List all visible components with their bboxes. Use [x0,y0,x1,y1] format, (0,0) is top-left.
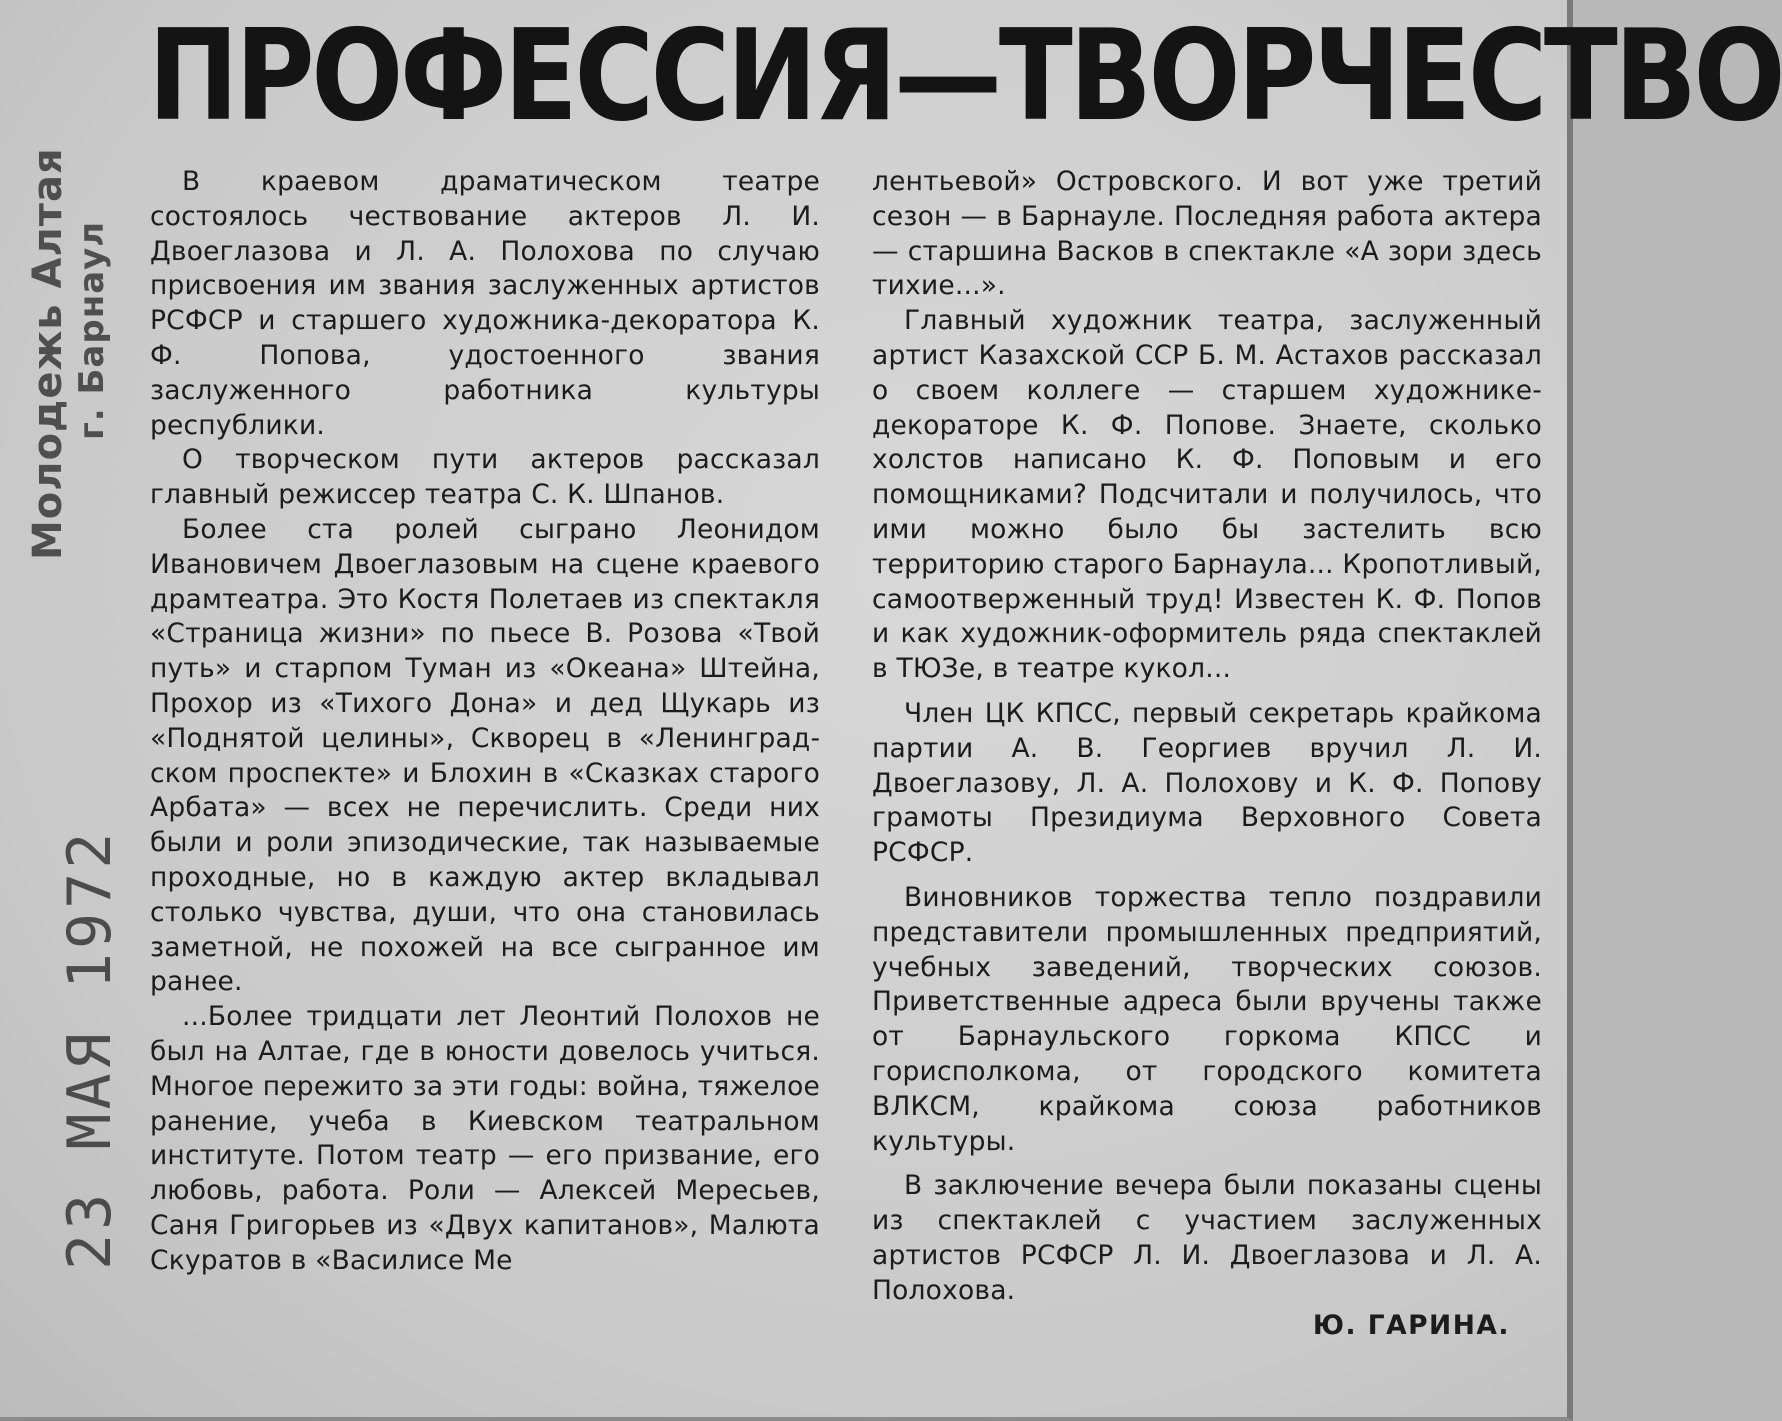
source-stamp-newspaper: Молодежь Алтая [25,147,71,560]
paragraph: ...Более тридцати лет Леонтий Полохов не был на Алтае, где в юности довелось учиться. Многое пережито за эти годы: война, тяжелое ранение, учеба в Киевском театральном институте. Потом театр — его призвание, его любовь, работа. Роли — Алексей Мересьев, Саня Григорьев из «Двух капитанов», Малюта Скуратов в «Василисе Ме [150,1001,820,1276]
article-column-left [150,165,820,1279]
date-stamp: 23 МАЯ 1972 [55,828,125,1270]
paragraph: Главный художник театра, заслуженный артист Казахской ССР Б. М. Астахов рассказал о своем коллеге — старшем художнике-декораторе К. Ф. Попове. Знаете, сколько холстов написано К. Ф. Поповым и его помощниками? Подсчитали и получилось, что ими можно было бы застелить всю территорию старого Барнаула... Кропотливый, самоотверженный труд! Известен К. Ф. Попов и как художник-оформитель ряда спектаклей в ТЮЗе, в театре кукол... [872,305,1542,685]
paragraph: Более ста ролей сыграно Леонидом Ивановичем Двоеглазовым на сцене краевого драмтеатра. Это Костя Полетаев из спектакля «Страница жизни» по пьесе В. Розова «Твой путь» и старпом Туман из «Океана» Штейна, Прохор из «Тихого Дона» и дед Щукарь из «Поднятой целины», Скворец в «Ленинградском проспекте» и Блохин в «Сказках старого Арбата» — всех не перечислить. Среди них были и роли эпизодические, так называемые проходные, но в каждую актер вкладывал столько чувства, души, что она становилась заметной, не похожей на все сыгранное им ранее. [150,513,820,998]
paragraph: лентьевой» Островского. И вот уже третий сезон — в Барнауле. Последняя работа актера — старшина Васков в спектакле «А зори здесь тихие...». [872,166,1542,302]
paragraph: В краевом драматическом театре состоялось чествование актеров Л. И. Двоеглазова и Л. А. Полохова по случаю присвоения им звания заслуженных артистов РСФСР и старшего художника-декоратора К. Ф. Попова, удостоенного звания заслуженного работника культуры республики. [150,166,820,441]
paragraph: В заключение вечера были показаны сцены из спектаклей с участием заслуженных артистов РСФСР Л. И. Двоеглазова и Л. А. Полохова. [872,1170,1542,1306]
paragraph: О творческом пути актеров рассказал главный режиссер театра С. К. Шпанов. [150,444,820,511]
paragraph: Член ЦК КПСС, первый секретарь крайкома партии А. В. Георгиев вручил Л. И. Двоеглазову, Л. А. Полохову и К. Ф. Попову грамоты Президиума Верховного Совета РСФСР. [872,697,1542,869]
source-stamp-city: г. Барнаул [72,220,112,440]
article-headline: ПРОФЕССИЯ—ТВОРЧЕСТВО [148,2,1782,149]
article-column-right [872,165,1542,1343]
author-signature: Ю. ГАРИНА. [1312,1309,1510,1341]
paragraph: Виновников торжества тепло поздравили представители промышленных предприятий, учебных заведений, творческих союзов. Приветственные адреса были вручены также от Барнаульского горкома КПСС и горисполкома, от городского комитета ВЛКСМ, крайкома союза работников культуры. [872,881,1542,1157]
source-stamp [26,147,114,560]
